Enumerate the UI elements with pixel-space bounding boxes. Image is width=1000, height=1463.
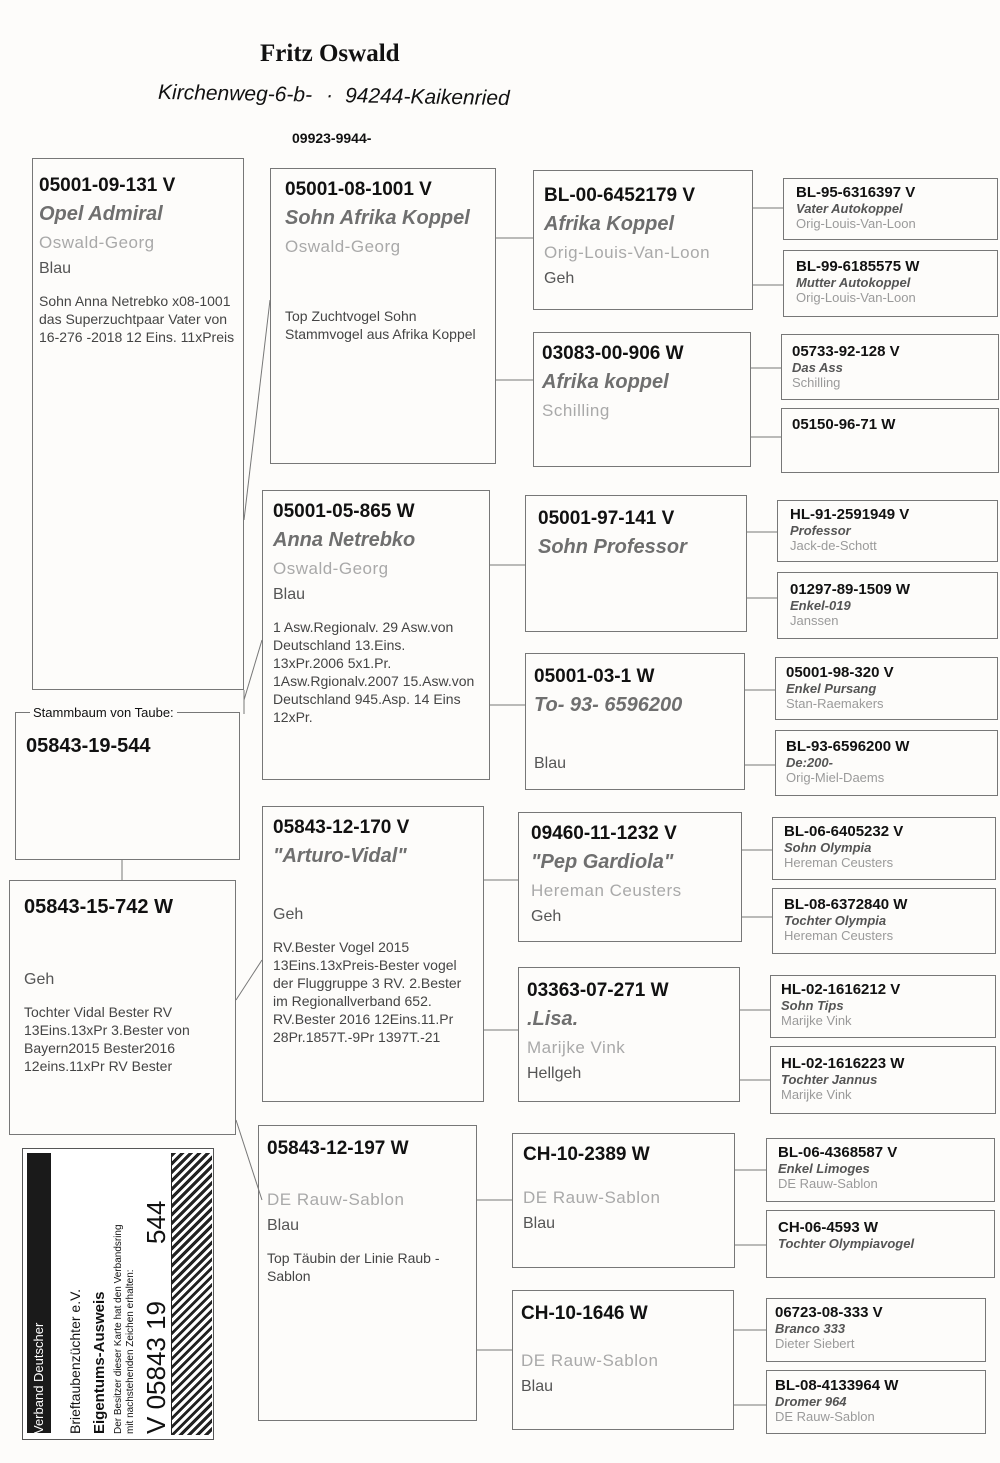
gg-grandparent-ring: BL-06-6405232 V (784, 823, 904, 840)
great-grandparent-color: Blau (523, 1215, 556, 1232)
gg-grandparent-name: Professor (790, 523, 851, 538)
great-grandparent-name: Afrika Koppel (544, 213, 675, 235)
gg-grandparent-ring: BL-99-6185575 W (796, 258, 920, 275)
great-grandparent-color: Blau (534, 755, 567, 772)
mother-color: Geh (24, 971, 55, 988)
mother-ring: 05843-15-742 W (24, 896, 173, 918)
great-grandparent-ring: 03363-07-271 W (527, 980, 669, 1001)
great-grandparent-box (525, 653, 745, 790)
grandparent-name: "Arturo-Vidal" (273, 845, 407, 867)
gg-grandparent-breeder: Janssen (790, 613, 839, 628)
gg-grandparent-ring: HL-91-2591949 V (790, 506, 910, 523)
grandparent-box (262, 806, 484, 1102)
gg-grandparent-breeder: Schilling (792, 375, 841, 390)
gg-grandparent-ring: HL-02-1616212 V (781, 981, 901, 998)
card-number: 544 (141, 1200, 171, 1244)
grandparent-ring: 05843-12-197 W (267, 1138, 409, 1159)
grandparent-remarks: Top Täubin der Linie Raub -Sablon (267, 1250, 440, 1284)
gg-grandparent-breeder: DE Rauw-Sablon (778, 1176, 878, 1191)
card-pattern (171, 1153, 212, 1435)
gg-grandparent-ring: BL-06-4368587 V (778, 1144, 898, 1161)
great-grandparent-breeder: Marijke Vink (527, 1038, 626, 1057)
gg-grandparent-box (772, 888, 996, 954)
great-grandparent-breeder: Hereman Ceusters (531, 881, 682, 900)
card-text1: Der Besitzer dieser Karte hat den Verbandsring (113, 1224, 124, 1434)
great-grandparent-breeder: Schilling (542, 401, 610, 420)
father-breeder: Oswald-Georg (39, 233, 155, 252)
card-code: V 05843 19 (141, 1300, 171, 1434)
great-grandparent-box (518, 812, 742, 942)
grandparent-box (258, 1125, 477, 1421)
grandparent-ring: 05001-05-865 W (273, 501, 415, 522)
mother-remarks: Tochter Vidal Bester RV 13Eins.13xPr 3.Bester von Bayern2015 Bester2016 12eins.11xPr RV Bester (24, 1004, 190, 1074)
gg-grandparent-name: Tochter Olympiavogel (778, 1236, 915, 1251)
gg-grandparent-box (770, 1046, 996, 1114)
father-remarks: Sohn Anna Netrebko x08-1001 das Superzuchtpaar Vater von 16-276 -2018 12 Eins. 11xPreis (39, 293, 235, 345)
grandparent-box (262, 490, 490, 780)
gg-grandparent-breeder: Orig-Louis-Van-Loon (796, 290, 916, 305)
gg-grandparent-box (766, 1138, 995, 1202)
grandparent-ring: 05001-08-1001 V (285, 179, 432, 200)
gg-grandparent-breeder: Orig-Miel-Daems (786, 770, 885, 785)
gg-grandparent-box (766, 1210, 995, 1278)
great-grandparent-ring: 03083-00-906 W (542, 343, 684, 364)
great-grandparent-color: Blau (521, 1378, 554, 1395)
grandparent-breeder: Oswald-Georg (273, 559, 389, 578)
great-grandparent-box (525, 495, 747, 632)
gg-grandparent-name: Enkel Pursang (786, 681, 877, 696)
great-grandparent-ring: CH-10-1646 W (521, 1303, 648, 1324)
gg-grandparent-box (781, 408, 999, 473)
gg-grandparent-name: De:200- (786, 755, 833, 770)
address-city: 94244-Kaikenried (344, 84, 510, 111)
gg-grandparent-ring: BL-08-6372840 W (784, 896, 908, 913)
gg-grandparent-ring: 06723-08-333 V (775, 1304, 883, 1321)
gg-grandparent-name: Branco 333 (775, 1321, 846, 1336)
breeder-phone: 09923-9944- (292, 130, 372, 146)
grandparent-remarks: Top Zuchtvogel Sohn Stammvogel aus Afrika Koppel (285, 308, 476, 342)
grandparent-color: Blau (267, 1217, 300, 1234)
father-color: Blau (39, 260, 72, 277)
gg-grandparent-box (783, 178, 998, 240)
mother-box (9, 880, 236, 1135)
great-grandparent-name: Sohn Professor (538, 536, 687, 558)
gg-grandparent-name: Tochter Olympia (784, 913, 887, 928)
gg-grandparent-name: Mutter Autokoppel (796, 275, 911, 290)
father-ring: 05001-09-131 V (39, 175, 176, 196)
card-title: Eigentums-Ausweis (91, 1291, 108, 1434)
grandparent-remarks: RV.Bester Vogel 2015 13Eins.13xPreis-Bester vogel der Fluggruppe 3 RV. 2.Bester im Regionallverband 652. RV.Bester 2016 12Eins.11.Pr 28Pr.1857T.-9Pr 1397T.-21 (273, 939, 462, 1045)
great-grandparent-color: Geh (544, 270, 575, 287)
address-street: Kirchenweg-6-b- (157, 80, 313, 107)
great-grandparent-box (512, 1133, 735, 1268)
gg-grandparent-breeder: DE Rauw-Sablon (775, 1409, 875, 1424)
gg-grandparent-breeder: Marijke Vink (781, 1013, 852, 1028)
grandparent-breeder: Oswald-Georg (285, 237, 401, 256)
gg-grandparent-name: Das Ass (792, 360, 843, 375)
breeder-address (158, 81, 510, 111)
gg-grandparent-box (766, 1370, 986, 1434)
gg-grandparent-box (783, 250, 998, 317)
gg-grandparent-ring: BL-95-6316397 V (796, 184, 916, 201)
card-org-line2: Brieftaubenzüchter e.V. (67, 1288, 83, 1434)
grandparent-color: Geh (273, 906, 304, 923)
great-grandparent-name: "Pep Gardiola" (531, 851, 674, 873)
gg-grandparent-ring: 05001-98-320 V (786, 664, 894, 681)
gg-grandparent-breeder: Stan-Raemakers (786, 696, 884, 711)
grandparent-breeder: DE Rauw-Sablon (267, 1190, 405, 1209)
gg-grandparent-ring: BL-08-4133964 W (775, 1377, 899, 1394)
grandparent-box (270, 168, 496, 464)
gg-grandparent-name: Enkel-019 (790, 598, 851, 613)
gg-grandparent-ring: BL-93-6596200 W (786, 738, 910, 755)
grandparent-color: Blau (273, 586, 306, 603)
gg-grandparent-box (775, 657, 998, 720)
gg-grandparent-box (777, 500, 998, 562)
father-name: Opel Admiral (39, 203, 163, 225)
great-grandparent-breeder: DE Rauw-Sablon (523, 1188, 661, 1207)
subject-ring: 05843-19-544 (26, 735, 151, 757)
gg-grandparent-name: Sohn Tips (781, 998, 844, 1013)
gg-grandparent-ring: 01297-89-1509 W (790, 581, 911, 598)
great-grandparent-name: Afrika koppel (542, 371, 669, 393)
great-grandparent-breeder: DE Rauw-Sablon (521, 1351, 659, 1370)
father-box (32, 158, 244, 690)
great-grandparent-name: .Lisa. (527, 1008, 579, 1030)
grandparent-name: Anna Netrebko (273, 529, 416, 551)
great-grandparent-breeder: Orig-Louis-Van-Loon (544, 243, 711, 262)
card-text2: mit nachstehenden Zeichen erhalten: (125, 1269, 136, 1434)
gg-grandparent-breeder: Marijke Vink (781, 1087, 852, 1102)
gg-grandparent-breeder: Hereman Ceusters (784, 855, 894, 870)
card-org-line1: Verband Deutscher (31, 1322, 46, 1434)
great-grandparent-ring: 05001-03-1 W (534, 666, 655, 687)
great-grandparent-ring: BL-00-6452179 V (544, 185, 696, 206)
great-grandparent-box (512, 1290, 734, 1430)
breeder-name: Fritz Oswald (260, 40, 400, 67)
gg-grandparent-box (770, 975, 996, 1038)
gg-grandparent-name: Enkel Limoges (778, 1161, 870, 1176)
gg-grandparent-name: Vater Autokoppel (796, 201, 903, 216)
grandparent-name: Sohn Afrika Koppel (285, 207, 470, 229)
great-grandparent-box (518, 967, 740, 1102)
gg-grandparent-box (766, 1298, 986, 1362)
gg-grandparent-ring: CH-06-4593 W (778, 1219, 879, 1236)
address-separator: · (325, 83, 334, 107)
great-grandparent-name: To- 93- 6596200 (534, 694, 683, 716)
great-grandparent-ring: 05001-97-141 V (538, 508, 675, 529)
grandparent-remarks: 1 Asw.Regionalv. 29 Asw.von Deutschland 13.Eins. 13xPr.2006 5x1.Pr. 1Asw.Rgionalv.2007 15.Asw.von Deutschland 945.Asp. 14 Eins 12xPr. (273, 619, 475, 725)
ownership-card (22, 1148, 214, 1440)
gg-grandparent-name: Dromer 964 (775, 1394, 847, 1409)
gg-grandparent-breeder: Jack-de-Schott (790, 538, 877, 553)
subject-label: Stammbaum von Taube: (30, 705, 177, 720)
gg-grandparent-name: Tochter Jannus (781, 1072, 878, 1087)
gg-grandparent-breeder: Hereman Ceusters (784, 928, 894, 943)
gg-grandparent-ring: HL-02-1616223 W (781, 1055, 905, 1072)
great-grandparent-color: Geh (531, 908, 562, 925)
gg-grandparent-name: Sohn Olympia (784, 840, 872, 855)
subject-box (15, 712, 240, 860)
gg-grandparent-box (775, 730, 998, 796)
gg-grandparent-box (772, 817, 996, 880)
gg-grandparent-breeder: Orig-Louis-Van-Loon (796, 216, 916, 231)
gg-grandparent-ring: 05733-92-128 V (792, 343, 900, 360)
great-grandparent-ring: CH-10-2389 W (523, 1144, 650, 1165)
great-grandparent-color: Hellgeh (527, 1065, 582, 1082)
great-grandparent-box (533, 170, 753, 310)
gg-grandparent-box (781, 334, 999, 400)
great-grandparent-box (533, 332, 751, 467)
gg-grandparent-ring: 05150-96-71 W (792, 416, 896, 433)
gg-grandparent-breeder: Dieter Siebert (775, 1336, 855, 1351)
grandparent-ring: 05843-12-170 V (273, 817, 410, 838)
great-grandparent-ring: 09460-11-1232 V (531, 823, 677, 844)
gg-grandparent-box (777, 572, 998, 639)
